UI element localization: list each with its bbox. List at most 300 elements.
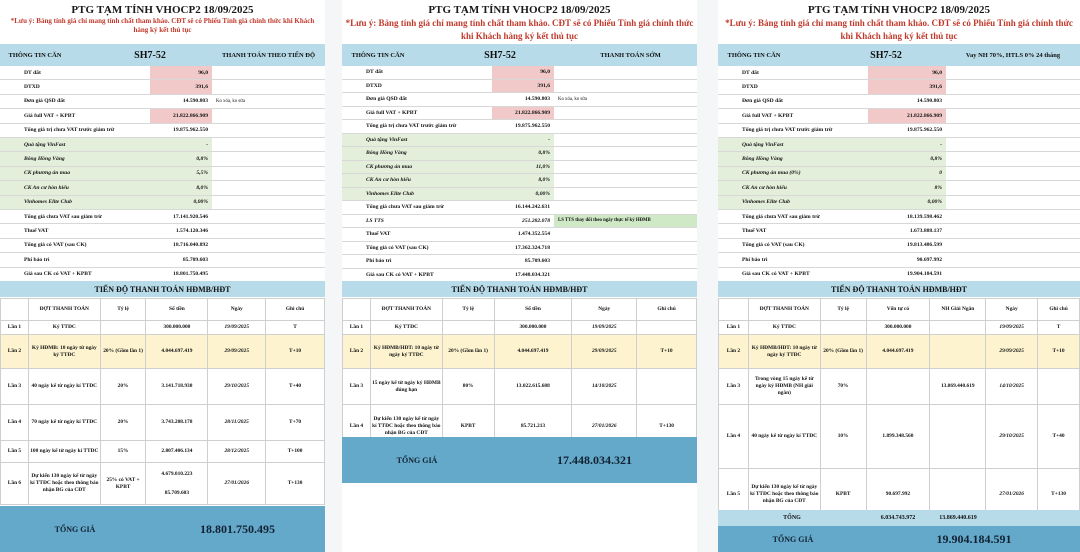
info-value: 0 [868, 167, 946, 180]
info-row [718, 167, 1080, 181]
schedule-section-title: TIẾN ĐỘ THANH TOÁN HĐMB/HĐT [0, 281, 325, 297]
total-value: 19.904.184.591 [936, 531, 1012, 546]
info-label: Vinhomes Elite Club [718, 196, 868, 209]
cell: Lần 1 [1, 321, 29, 335]
info-value: 0,00% [868, 196, 946, 209]
total-value: 18.801.750.495 [200, 521, 275, 536]
info-row [342, 66, 697, 80]
col-header: NH Giải Ngân [930, 299, 986, 321]
cell [930, 405, 986, 469]
info-row [342, 242, 697, 256]
sum-bank-loan: 13.869.440.619 [939, 515, 977, 521]
cell: T+100 [266, 441, 325, 463]
cell: Dự kiến 130 ngày kể từ ngày kí TTĐC hoặc theo thông báo nhận BG của CĐT [28, 463, 100, 505]
info-value: 16.144.242.631 [515, 204, 550, 211]
total-value: 17.448.034.321 [557, 452, 632, 467]
info-label: Vinhomes Elite Club [342, 188, 492, 201]
info-row [0, 95, 325, 109]
cell: 70% [820, 369, 866, 405]
info-row [342, 255, 697, 269]
info-extra-note: Ko xóa, ko sửa [216, 98, 245, 104]
info-row [0, 224, 325, 238]
unit-header [0, 44, 325, 66]
schedule-header-row [343, 299, 697, 321]
cell: 4.044.697.419 [866, 335, 930, 369]
payment-schedule-table [342, 298, 697, 449]
cell: 4.044.697.419 [494, 335, 572, 369]
amount: 4.679.010.223 [161, 470, 193, 477]
cell: T+10 [1038, 335, 1080, 369]
info-value: 14.590.803 [182, 98, 208, 105]
info-row [342, 174, 697, 188]
info-label: Giá sau CK có VAT + KPBT [24, 271, 92, 278]
cell: T+40 [266, 369, 325, 405]
info-label: DT đất [366, 69, 383, 76]
schedule-row [719, 369, 1080, 405]
info-row [342, 107, 697, 121]
info-extra-note: Ko xóa, ko sửa [558, 96, 587, 102]
info-label: Phí bảo trì [742, 256, 768, 263]
info-row [718, 181, 1080, 195]
info-row [342, 161, 697, 175]
cell: 19/09/2025 [986, 321, 1038, 335]
info-value: 18.139.598.462 [907, 213, 942, 220]
disclaimer-note: *Lưu ý: Bảng tính giá chỉ mang tính chất tham khảo. CĐT sẽ có Phiếu Tính giá chính thức khi Khách hàng ký kết thủ tục [10, 17, 315, 34]
info-row [718, 124, 1080, 138]
cell: T+10 [266, 335, 325, 369]
info-value: 96,0 [868, 66, 946, 79]
total-bar [342, 437, 697, 483]
info-label: DT đất [24, 69, 41, 76]
cell [866, 369, 930, 405]
info-label: CK phương án mua [342, 161, 492, 174]
sheet-title: PTG TẠM TÍNH VHOCP2 18/09/2025 [71, 4, 254, 16]
info-row [0, 239, 325, 253]
cell: 20% [100, 369, 146, 405]
info-row [718, 210, 1080, 224]
schedule-row [1, 441, 325, 463]
info-value: 0,00% [492, 188, 554, 201]
cell: 4.044.697.419 [146, 335, 208, 369]
info-row [342, 147, 697, 161]
cell: Ký TTĐC [748, 321, 820, 335]
cell: 70 ngày kể từ ngày kí TTĐC [28, 405, 100, 441]
schedule-row [1, 321, 325, 335]
info-value: 21.822.866.909 [868, 109, 946, 122]
price-sheet-1 [0, 0, 325, 552]
cell: Trong vòng 15 ngày kể từ ngày ký HĐMB (NH giải ngân) [748, 369, 820, 405]
info-label: Đơn giá QSD đất [24, 98, 65, 105]
info-value: 0,00% [150, 196, 212, 209]
info-label: CK phương án mua [0, 167, 150, 180]
info-label: Tổng giá trị chưa VAT trước giảm trừ [24, 127, 115, 134]
info-value: 14.590.803 [524, 96, 550, 103]
cell: Lần 5 [719, 469, 749, 521]
cell: 40 ngày kể từ ngày kí TTĐC [28, 369, 100, 405]
price-sheet-3 [718, 0, 1080, 552]
col-header: Ngày [208, 299, 266, 321]
cell: 13.869.440.619 [930, 369, 986, 405]
cell [637, 321, 697, 335]
cell: 300.000.000 [866, 321, 930, 335]
info-row [718, 95, 1080, 109]
info-value: 391,6 [868, 80, 946, 93]
cell: Ký HĐMB: 10 ngày từ ngày ký TTĐC [28, 335, 100, 369]
col-header: Tỷ lệ [100, 299, 146, 321]
info-label: DTXD [366, 82, 382, 89]
cell: 85.721.213 [494, 405, 572, 449]
info-value: 1.673.888.137 [909, 228, 942, 235]
cell: 3.743.208.178 [146, 405, 208, 441]
col-header: Ngày [572, 299, 637, 321]
sum-own-capital: 6.034.743.972 [880, 515, 916, 521]
price-sheet-2 [342, 0, 697, 552]
info-value: 18.801.750.495 [173, 271, 208, 278]
info-value: 96,0 [492, 66, 554, 79]
cell: 29/09/2025 [986, 335, 1038, 369]
sum-row [718, 510, 1080, 526]
info-row [0, 66, 325, 80]
info-row [0, 80, 325, 94]
cell: T [1038, 321, 1080, 335]
cell: Ký HĐMB/HĐT: 10 ngày từ ngày ký TTĐC [370, 335, 442, 369]
schedule-row [1, 463, 325, 505]
plan-label: THANH TOÁN THEO TIẾN ĐỘ [221, 51, 316, 59]
cell [146, 463, 208, 505]
info-value: 17.141.920.546 [173, 213, 208, 220]
info-row [342, 93, 697, 107]
cell: 80% [442, 369, 494, 405]
cell: KPBT [442, 405, 494, 449]
cell: 27/01/2026 [572, 405, 637, 449]
col-header [343, 299, 371, 321]
schedule-row [719, 321, 1080, 335]
cell: 29/10/2025 [986, 405, 1038, 469]
cell: T [266, 321, 325, 335]
info-label: Tổng giá có VAT (sau CK) [366, 244, 429, 251]
info-label: Giá sau CK có VAT + KPBT [366, 271, 434, 278]
info-row [718, 80, 1080, 94]
info-label: THÔNG TIN CĂN [8, 51, 62, 59]
info-label: Bông Hồng Vàng [342, 147, 492, 160]
col-header: Ghi chú [266, 299, 325, 321]
cell: T+130 [266, 463, 325, 505]
info-label: DT đất [742, 69, 759, 76]
cell: Dự kiến 130 ngày kể từ ngày kí TTĐC hoặc theo thông báo nhận BG của CĐT [370, 405, 442, 449]
cell: T+40 [1038, 405, 1080, 469]
cell: Lần 4 [719, 405, 749, 469]
info-label: Vinhomes Elite Club [0, 196, 150, 209]
col-header: ĐỢT THANH TOÁN [748, 299, 820, 321]
col-header: Tỷ lệ [820, 299, 866, 321]
cell: Lần 3 [343, 369, 371, 405]
schedule-row [719, 335, 1080, 369]
total-bar [718, 526, 1080, 552]
info-value: 19.813.486.599 [907, 242, 942, 249]
info-value: 251.282.078 [522, 217, 550, 224]
info-value: 18.716.040.892 [173, 242, 208, 249]
schedule-row [343, 369, 697, 405]
unit-code: SH7-52 [134, 49, 166, 61]
info-value: 0,8% [150, 152, 212, 165]
cell [442, 321, 494, 335]
cell: 20% (Gồm lần 1) [442, 335, 494, 369]
info-label: Đơn giá QSD đất [366, 96, 407, 103]
info-label: Phí bảo trì [366, 258, 392, 265]
schedule-row [1, 405, 325, 441]
info-label: Giá full VAT + KPBT [24, 112, 76, 119]
cell: Lần 3 [1, 369, 29, 405]
cell: T+130 [1038, 469, 1080, 521]
info-label: Quà tặng VinFast [0, 138, 150, 151]
info-value: 391,6 [492, 80, 554, 93]
info-label: Giá sau CK có VAT + KPBT [742, 271, 810, 278]
cell: Lần 1 [343, 321, 371, 335]
info-label: THÔNG TIN CĂN [727, 51, 781, 59]
info-value: 5,5% [150, 167, 212, 180]
col-header: Ngày [986, 299, 1038, 321]
info-label: Đơn giá QSD đất [742, 98, 783, 105]
schedule-header-row [1, 299, 325, 321]
sheet-title: PTG TẠM TÍNH VHOCP2 18/09/2025 [428, 4, 611, 16]
info-row [718, 268, 1080, 282]
col-header [719, 299, 749, 321]
cell: 2.807.406.134 [146, 441, 208, 463]
cell: T+130 [637, 405, 697, 449]
info-label: Bông Hồng Vàng [718, 152, 868, 165]
cell: 29/10/2025 [208, 369, 266, 405]
cell [1038, 369, 1080, 405]
cell: 13.022.615.688 [494, 369, 572, 405]
info-row [0, 210, 325, 224]
info-value: 11,0% [492, 161, 554, 174]
info-value: 8,0% [492, 174, 554, 187]
info-value: 90.697.992 [916, 256, 942, 263]
info-value: - [492, 134, 554, 147]
info-row [0, 152, 325, 166]
info-label: CK phương án mua (0%) [718, 167, 868, 180]
info-label: DTXD [24, 84, 40, 91]
cell: Lần 3 [719, 369, 749, 405]
schedule-row [343, 335, 697, 369]
info-label: Tổng giá trị chưa VAT trước giảm trừ [366, 123, 457, 130]
unit-header [342, 44, 697, 66]
info-row [718, 224, 1080, 238]
total-label: TỔNG GIÁ [772, 534, 814, 544]
info-row [718, 253, 1080, 267]
info-row [0, 268, 325, 282]
info-value: - [150, 138, 212, 151]
schedule-section-title: TIẾN ĐỘ THANH TOÁN HĐMB/HĐT [718, 281, 1080, 297]
cell: 300.000.000 [494, 321, 572, 335]
cell [930, 335, 986, 369]
schedule-header-row [719, 299, 1080, 321]
cell: 90.697.992 [866, 469, 930, 521]
cell: 15 ngày kể từ ngày ký HĐMB đúng hạn [370, 369, 442, 405]
info-value: 0,8% [492, 147, 554, 160]
info-label: Phí bảo trì [24, 256, 50, 263]
info-label: Quà tặng VinFast [342, 134, 492, 147]
cell: Lần 2 [343, 335, 371, 369]
info-value: 19.875.962.550 [173, 127, 208, 134]
cell: 19/09/2025 [208, 321, 266, 335]
info-label: LS TTS [366, 217, 384, 224]
maintenance-amount: 85.709.603 [164, 489, 190, 496]
info-row [342, 188, 697, 202]
info-value: 391,6 [150, 80, 212, 93]
cell: 15% [100, 441, 146, 463]
col-header: Ghi chú [1038, 299, 1080, 321]
info-value: 19.875.962.550 [907, 127, 942, 134]
cell: 300.000.000 [146, 321, 208, 335]
cell: T+70 [266, 405, 325, 441]
cell: 40 ngày kể từ ngày kí TTĐC [748, 405, 820, 469]
cell: 29/09/2025 [572, 335, 637, 369]
info-row [342, 80, 697, 94]
info-label: Tổng giá có VAT (sau CK) [24, 242, 87, 249]
info-label: CK An cư hòn hiếu [718, 181, 868, 194]
info-row [0, 109, 325, 123]
sum-label: TỔNG [783, 515, 801, 521]
sheet-title: PTG TẠM TÍNH VHOCP2 18/09/2025 [807, 4, 991, 16]
info-label: Thuế VAT [24, 228, 49, 235]
info-label: Tổng giá chưa VAT sau giảm trừ [366, 204, 444, 211]
col-header: ĐỢT THANH TOÁN [370, 299, 442, 321]
schedule-section-title: TIẾN ĐỘ THANH TOÁN HĐMB/HĐT [342, 281, 697, 297]
info-label: DTXD [742, 84, 758, 91]
cell: 20% (Gồm lần 1) [100, 335, 146, 369]
info-row [718, 152, 1080, 166]
info-label: CK An cư hòn hiếu [0, 181, 150, 194]
interest-note: LS TTS thay đổi theo ngày thực tế ký HĐMB [554, 215, 697, 228]
info-label: Quà tặng VinFast [718, 138, 868, 151]
info-label: Giá full VAT + KPBT [366, 109, 418, 116]
plan-label: Vay NH 70%, HTLS 0% 24 tháng [965, 51, 1061, 59]
info-label: Tổng giá chưa VAT sau giảm trừ [24, 213, 102, 220]
total-bar [0, 506, 325, 552]
total-label: TỔNG GIÁ [396, 455, 438, 465]
cell: Ký TTĐC [28, 321, 100, 335]
cell: 27/01/2026 [208, 463, 266, 505]
cell: 1.899.348.560 [866, 405, 930, 469]
cell: Lần 6 [1, 463, 29, 505]
cell: 19/09/2025 [572, 321, 637, 335]
info-row [0, 181, 325, 195]
cell: 20% (Gồm lần 1) [820, 335, 866, 369]
cell: Lần 2 [719, 335, 749, 369]
info-row [342, 228, 697, 242]
col-header: Tỷ lệ [442, 299, 494, 321]
info-value: 19.875.962.550 [515, 123, 550, 130]
info-value: 21.822.866.909 [150, 109, 212, 122]
info-value: 17.448.034.321 [515, 271, 550, 278]
cell: Ký HĐMB/HĐT: 10 ngày từ ngày ký TTĐC [748, 335, 820, 369]
cell: 100 ngày kể từ ngày kí TTĐC [28, 441, 100, 463]
plan-label: THANH TOÁN SỚM [600, 51, 661, 59]
info-row [342, 269, 697, 283]
col-header: Số tiền [146, 299, 208, 321]
info-label: Tổng giá trị chưa VAT trước giảm trừ [742, 127, 833, 134]
info-row [718, 239, 1080, 253]
schedule-row [1, 369, 325, 405]
info-value: 1.574.120.346 [175, 228, 208, 235]
cell: 14/10/2025 [986, 369, 1038, 405]
unit-code: SH7-52 [484, 49, 516, 61]
info-label: Thuế VAT [742, 228, 767, 235]
info-label: Giá full VAT + KPBT [742, 112, 794, 119]
info-value: 8% [868, 181, 946, 194]
info-value: 1.474.352.554 [517, 231, 550, 238]
info-label: Thuế VAT [366, 231, 391, 238]
col-header: Vốn tự có [866, 299, 930, 321]
info-value: 0,8% [868, 152, 946, 165]
info-value: 85.709.603 [524, 258, 550, 265]
unit-header [718, 44, 1080, 66]
info-value: 19.904.184.591 [907, 271, 942, 278]
cell: 10% [820, 405, 866, 469]
info-label: CK An cư hòn hiếu [342, 174, 492, 187]
payment-schedule-table [0, 298, 325, 505]
info-label: Tổng giá có VAT (sau CK) [742, 242, 805, 249]
cell: 3.141.718.938 [146, 369, 208, 405]
info-row [718, 109, 1080, 123]
cell: Lần 4 [1, 405, 29, 441]
cell: 20% [100, 405, 146, 441]
disclaimer-note: *Lưu ý: Bảng tính giá chỉ mang tính chất tham khảo. CĐT sẽ có Phiếu Tính giá chính thức khi Khách hàng ký kết thủ tục [725, 18, 1073, 41]
unit-code: SH7-52 [870, 49, 902, 61]
info-row [0, 253, 325, 267]
info-row [0, 167, 325, 181]
cell: Lần 2 [1, 335, 29, 369]
info-row [0, 138, 325, 152]
col-header: Ghi chú [637, 299, 697, 321]
info-label: Bông Hồng Vàng [0, 152, 150, 165]
info-value: 14.590.803 [916, 98, 942, 105]
info-row [0, 124, 325, 138]
cell: Dự kiến 130 ngày kể từ ngày kí TTĐC hoặc theo thông báo nhận BG của CĐT [748, 469, 820, 521]
info-label: THÔNG TIN CĂN [351, 51, 405, 59]
col-header [1, 299, 29, 321]
cell [930, 321, 986, 335]
payment-schedule-table [718, 298, 1080, 521]
info-row [718, 138, 1080, 152]
info-row [718, 66, 1080, 80]
cell [100, 321, 146, 335]
cell: Ký TTĐC [370, 321, 442, 335]
info-value: - [868, 138, 946, 151]
cell [820, 321, 866, 335]
cell: 29/09/2025 [208, 335, 266, 369]
cell [637, 369, 697, 405]
col-header: Số tiền [494, 299, 572, 321]
cell: Lần 5 [1, 441, 29, 463]
info-row [0, 196, 325, 210]
cell: KPBT [820, 469, 866, 521]
info-row [342, 120, 697, 134]
info-value: 96,0 [150, 66, 212, 79]
info-value: 21.822.866.909 [492, 107, 554, 120]
info-row [718, 196, 1080, 210]
cell: 28/11/2025 [208, 405, 266, 441]
cell: 28/12/2025 [208, 441, 266, 463]
cell: 27/01/2026 [986, 469, 1038, 521]
cell: Lần 1 [719, 321, 749, 335]
cell: T+10 [637, 335, 697, 369]
info-row [342, 201, 697, 215]
info-value: 85.709.603 [182, 256, 208, 263]
disclaimer-note: *Lưu ý: Bảng tính giá chỉ mang tính chất tham khảo. CĐT sẽ có Phiếu Tính giá chính thức khi Khách hàng ký kết thủ tục [345, 18, 694, 41]
info-row [342, 134, 697, 148]
